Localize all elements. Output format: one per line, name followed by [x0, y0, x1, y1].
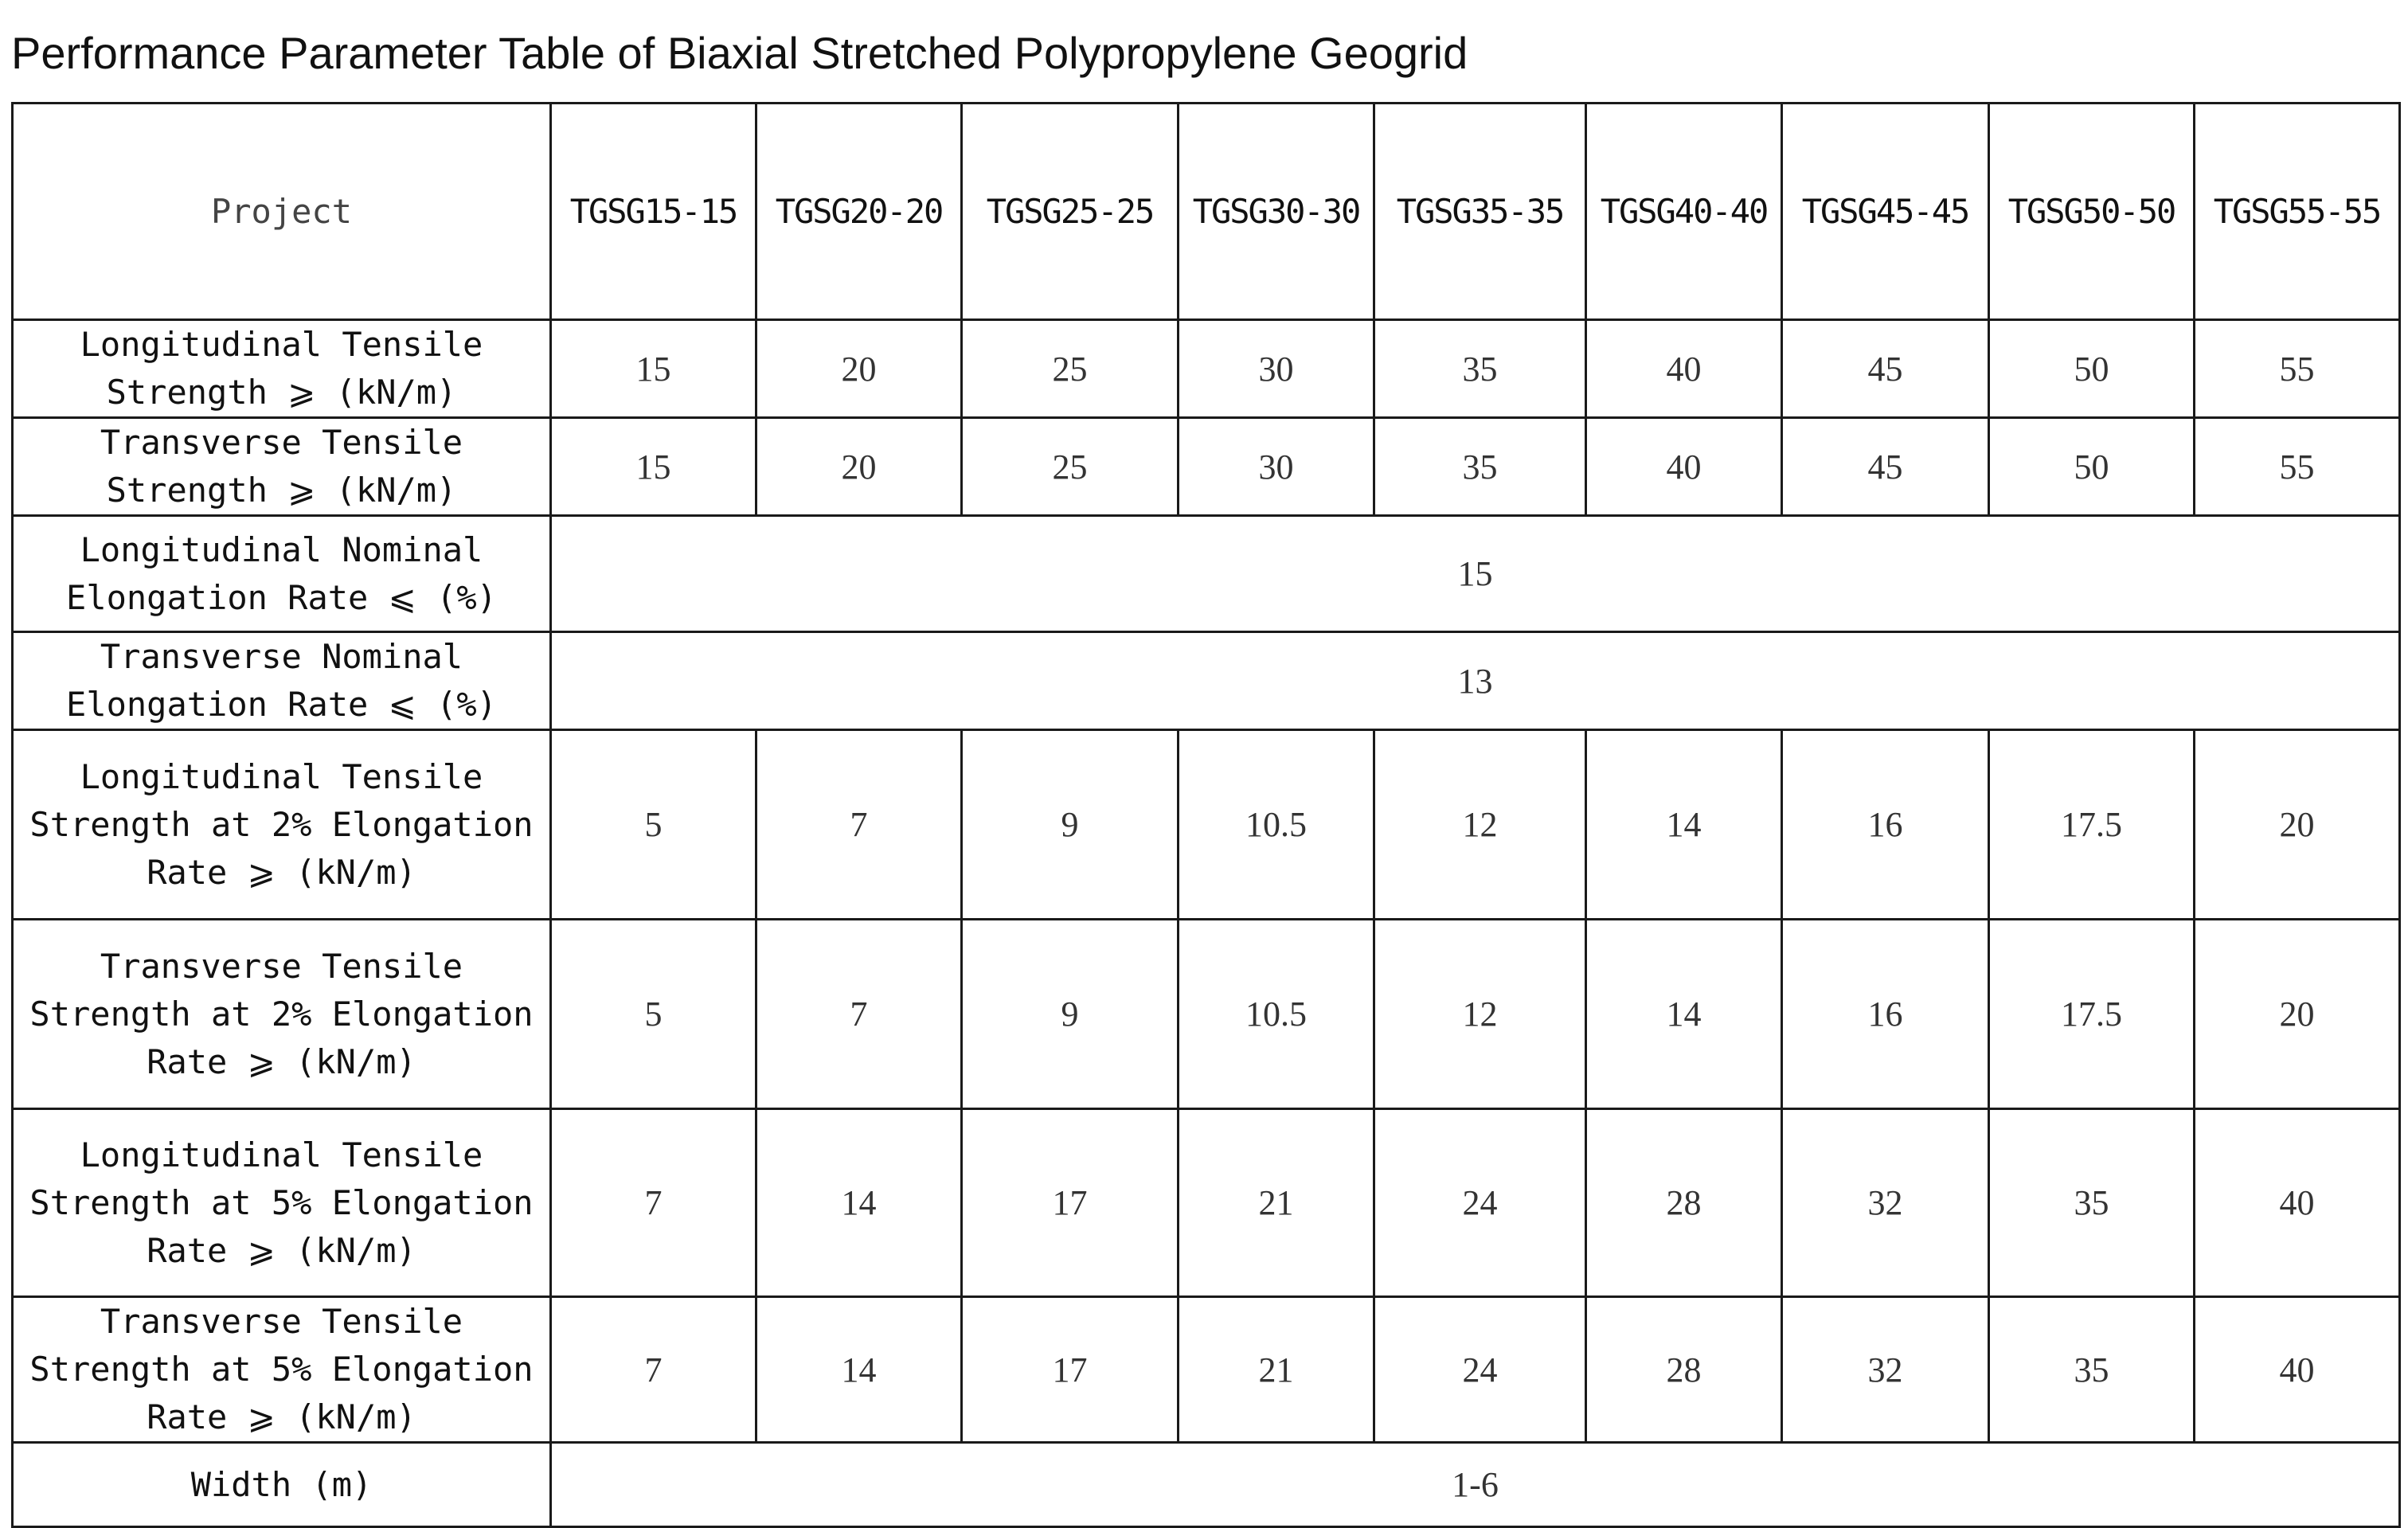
row-label: Longitudinal Nominal Elongation Rate ⩽ (%) [13, 516, 551, 632]
project-header: Project [13, 104, 551, 320]
table-cell: 32 [1782, 1109, 1989, 1297]
table-cell: 35 [1989, 1109, 2195, 1297]
table-cell: 7 [551, 1109, 756, 1297]
table-cell: 45 [1782, 320, 1989, 418]
table-row [13, 1297, 2400, 1443]
model-header: TGSG25-25 [962, 104, 1179, 320]
row-label: Width (m) [13, 1443, 551, 1527]
table-cell: 10.5 [1179, 730, 1374, 920]
table-cell: 20 [2195, 730, 2400, 920]
table-row [13, 516, 2400, 632]
table-cell: 40 [2195, 1297, 2400, 1443]
table-cell: 40 [2195, 1109, 2400, 1297]
table-cell: 28 [1586, 1109, 1782, 1297]
table-row [13, 1443, 2400, 1527]
model-header: TGSG45-45 [1782, 104, 1989, 320]
model-header: TGSG50-50 [1989, 104, 2195, 320]
table-cell: 14 [756, 1297, 962, 1443]
table-cell: 7 [551, 1297, 756, 1443]
table-cell: 14 [756, 1109, 962, 1297]
merged-cell: 1-6 [551, 1443, 2400, 1527]
table-cell: 35 [1374, 418, 1586, 516]
table-cell: 17 [962, 1109, 1179, 1297]
row-label: Transverse Tensile Strength at 5% Elongation Rate ⩾ (kN/m) [13, 1297, 551, 1443]
table-cell: 14 [1586, 730, 1782, 920]
table-cell: 32 [1782, 1297, 1989, 1443]
model-header: TGSG35-35 [1374, 104, 1586, 320]
header-row [13, 104, 2400, 320]
table-cell: 25 [962, 418, 1179, 516]
table-cell: 40 [1586, 418, 1782, 516]
table-cell: 7 [756, 730, 962, 920]
table-cell: 12 [1374, 730, 1586, 920]
table-title: Performance Parameter Table of Biaxial Stretched Polypropylene Geogrid [11, 28, 1468, 78]
table-cell: 30 [1179, 320, 1374, 418]
table-cell: 17.5 [1989, 920, 2195, 1109]
table-row [13, 1109, 2400, 1297]
parameter-table [11, 102, 2401, 1528]
merged-cell: 13 [551, 632, 2400, 730]
table-cell: 15 [551, 418, 756, 516]
table-cell: 17 [962, 1297, 1179, 1443]
table-row [13, 730, 2400, 920]
table-cell: 20 [756, 320, 962, 418]
table-cell: 24 [1374, 1109, 1586, 1297]
table-cell: 24 [1374, 1297, 1586, 1443]
table-cell: 9 [962, 920, 1179, 1109]
table-cell: 16 [1782, 920, 1989, 1109]
table-cell: 50 [1989, 320, 2195, 418]
table-cell: 30 [1179, 418, 1374, 516]
table-cell: 25 [962, 320, 1179, 418]
table-cell: 10.5 [1179, 920, 1374, 1109]
table-cell: 20 [2195, 920, 2400, 1109]
table-cell: 5 [551, 730, 756, 920]
table-cell: 14 [1586, 920, 1782, 1109]
table-cell: 20 [756, 418, 962, 516]
table-row [13, 920, 2400, 1109]
table-cell: 45 [1782, 418, 1989, 516]
row-label: Longitudinal Tensile Strength ⩾ (kN/m) [13, 320, 551, 418]
table-cell: 21 [1179, 1109, 1374, 1297]
table-cell: 35 [1989, 1297, 2195, 1443]
model-header: TGSG40-40 [1586, 104, 1782, 320]
table-cell: 16 [1782, 730, 1989, 920]
table-row [13, 632, 2400, 730]
model-header: TGSG20-20 [756, 104, 962, 320]
table-cell: 50 [1989, 418, 2195, 516]
row-label: Transverse Nominal Elongation Rate ⩽ (%) [13, 632, 551, 730]
merged-cell: 15 [551, 516, 2400, 632]
table-cell: 55 [2195, 418, 2400, 516]
row-label: Transverse Tensile Strength ⩾ (kN/m) [13, 418, 551, 516]
table-cell: 9 [962, 730, 1179, 920]
table-cell: 35 [1374, 320, 1586, 418]
table-cell: 17.5 [1989, 730, 2195, 920]
table-cell: 15 [551, 320, 756, 418]
model-header: TGSG15-15 [551, 104, 756, 320]
table-row [13, 320, 2400, 418]
row-label: Longitudinal Tensile Strength at 2% Elongation Rate ⩾ (kN/m) [13, 730, 551, 920]
model-header: TGSG30-30 [1179, 104, 1374, 320]
row-label: Longitudinal Tensile Strength at 5% Elongation Rate ⩾ (kN/m) [13, 1109, 551, 1297]
table-cell: 28 [1586, 1297, 1782, 1443]
table-row [13, 418, 2400, 516]
table-cell: 5 [551, 920, 756, 1109]
table-cell: 7 [756, 920, 962, 1109]
table-cell: 21 [1179, 1297, 1374, 1443]
table-cell: 40 [1586, 320, 1782, 418]
row-label: Transverse Tensile Strength at 2% Elongation Rate ⩾ (kN/m) [13, 920, 551, 1109]
table-cell: 55 [2195, 320, 2400, 418]
table-cell: 12 [1374, 920, 1586, 1109]
model-header: TGSG55-55 [2195, 104, 2400, 320]
